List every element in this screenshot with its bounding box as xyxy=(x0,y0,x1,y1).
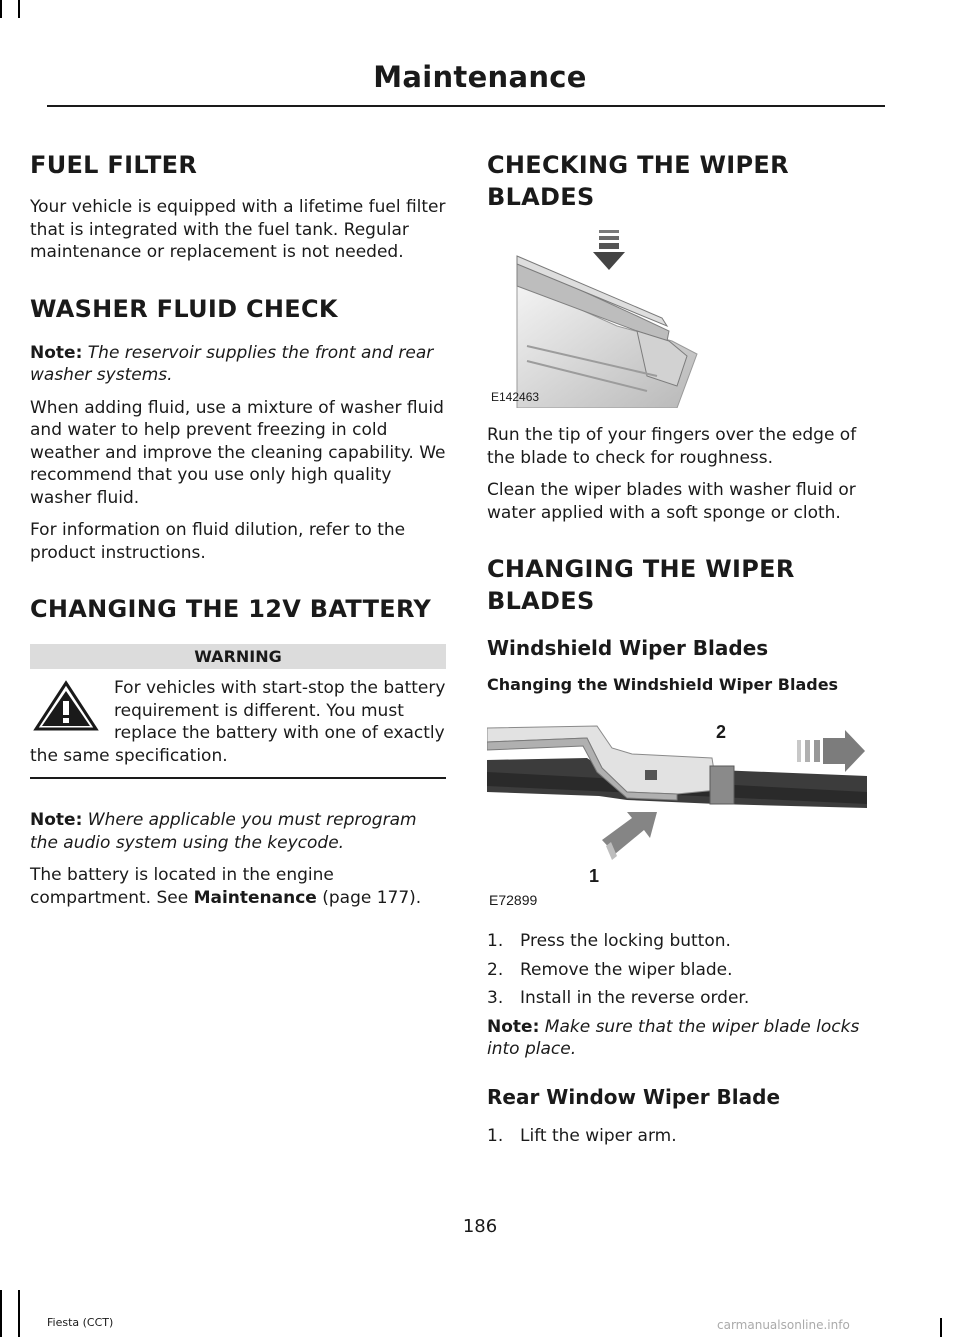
rear-wiper-heading: Rear Window Wiper Blade xyxy=(487,1084,781,1109)
rear-wiper-steps-list xyxy=(487,1125,885,1148)
washer-body-2: For information on fluid dilution, refer to the product instructions. xyxy=(30,520,406,563)
step-number: 2. xyxy=(487,959,504,980)
callout-2: 2 xyxy=(716,722,727,742)
step-text: Install in the reverse order. xyxy=(520,988,750,1008)
note-text: Where applicable you must reprogram the audio system using the keycode. xyxy=(30,810,417,853)
fuel-filter-heading: FUEL FILTER xyxy=(30,151,198,179)
wiper-blade-figure xyxy=(487,226,699,408)
washer-body-1: When adding fluid, use a mixture of washer fluid and water to help prevent freezing in cold weather and improve the cleaning capability. We recommend that you use only high quality washer fluid. xyxy=(30,397,446,508)
warning-divider xyxy=(30,777,446,779)
checking-heading-line2: BLADES xyxy=(487,183,595,211)
wiper-steps-list xyxy=(487,930,885,1010)
fuel-filter-body: Your vehicle is equipped with a lifetime fuel filter that is integrated with the fuel tank. Regular maintenance or replacement is not needed. xyxy=(30,197,446,262)
battery-body-text: The battery is located in the engine compartment. See xyxy=(30,865,334,908)
right-column xyxy=(487,146,885,1153)
figure-code: E142463 xyxy=(491,390,540,404)
figure-code: E72899 xyxy=(489,892,538,908)
changing-heading-line1: CHANGING THE WIPER xyxy=(487,555,795,583)
page-title: Maintenance xyxy=(373,60,587,94)
wiper-note xyxy=(487,1016,885,1061)
watermark: carmanualsonline.info xyxy=(717,1318,850,1332)
page-number: 186 xyxy=(462,1216,498,1237)
checking-body-1: Run the tip of your fingers over the edge of the blade to check for roughness. xyxy=(487,425,857,468)
list-item xyxy=(487,987,885,1010)
left-column xyxy=(30,146,446,909)
battery-body-page-ref: (page 177). xyxy=(316,887,422,908)
callout-1: 1 xyxy=(589,866,600,886)
wiper-blade-illustration xyxy=(487,226,699,408)
list-item xyxy=(487,1125,885,1148)
crop-mark xyxy=(940,1318,942,1337)
step-text: Press the locking button. xyxy=(520,931,731,951)
header-divider xyxy=(47,105,885,107)
washer-note xyxy=(30,342,446,387)
note-label: Note: xyxy=(30,810,83,830)
battery-heading: CHANGING THE 12V BATTERY xyxy=(30,595,432,623)
maintenance-link[interactable]: Maintenance xyxy=(193,887,317,908)
changing-heading-line2: BLADES xyxy=(487,587,595,615)
battery-body xyxy=(30,864,446,909)
warning-triangle-icon xyxy=(30,677,102,735)
step-number: 3. xyxy=(487,988,504,1008)
note-text: The reservoir supplies the front and rear washer systems. xyxy=(30,342,434,385)
step-number: 1. xyxy=(487,931,504,951)
warning-box xyxy=(30,644,446,779)
crop-mark xyxy=(18,1290,20,1337)
wiper-removal-figure xyxy=(487,708,867,908)
step-text: Remove the wiper blade. xyxy=(520,959,733,980)
wiper-removal-illustration xyxy=(487,708,867,908)
checking-heading-line1: CHECKING THE WIPER xyxy=(487,151,789,179)
changing-windshield-subsubheading: Changing the Windshield Wiper Blades xyxy=(487,675,839,694)
step-number: 1. xyxy=(487,1125,504,1146)
washer-fluid-heading: WASHER FLUID CHECK xyxy=(30,294,338,323)
crop-mark xyxy=(0,1290,2,1337)
warning-title: WARNING xyxy=(30,644,446,669)
checking-body-2: Clean the wiper blades with washer fluid or water applied with a soft sponge or cloth. xyxy=(487,480,856,523)
list-item xyxy=(487,959,885,982)
note-label: Note: xyxy=(487,1016,540,1037)
footer-model: Fiesta (CCT) xyxy=(47,1316,114,1329)
warning-body xyxy=(30,669,446,779)
crop-mark xyxy=(0,0,2,18)
battery-note xyxy=(30,809,446,854)
warning-text: For vehicles with start-stop the battery requirement is different. You must replace the battery with one of exactly the same specification. xyxy=(30,678,446,766)
windshield-wiper-subheading: Windshield Wiper Blades xyxy=(487,636,769,660)
list-item xyxy=(487,930,885,953)
note-label: Note: xyxy=(30,342,83,363)
note-text: Make sure that the wiper blade locks into place. xyxy=(487,1016,860,1059)
step-text: Lift the wiper arm. xyxy=(520,1125,677,1146)
crop-mark xyxy=(18,0,20,18)
